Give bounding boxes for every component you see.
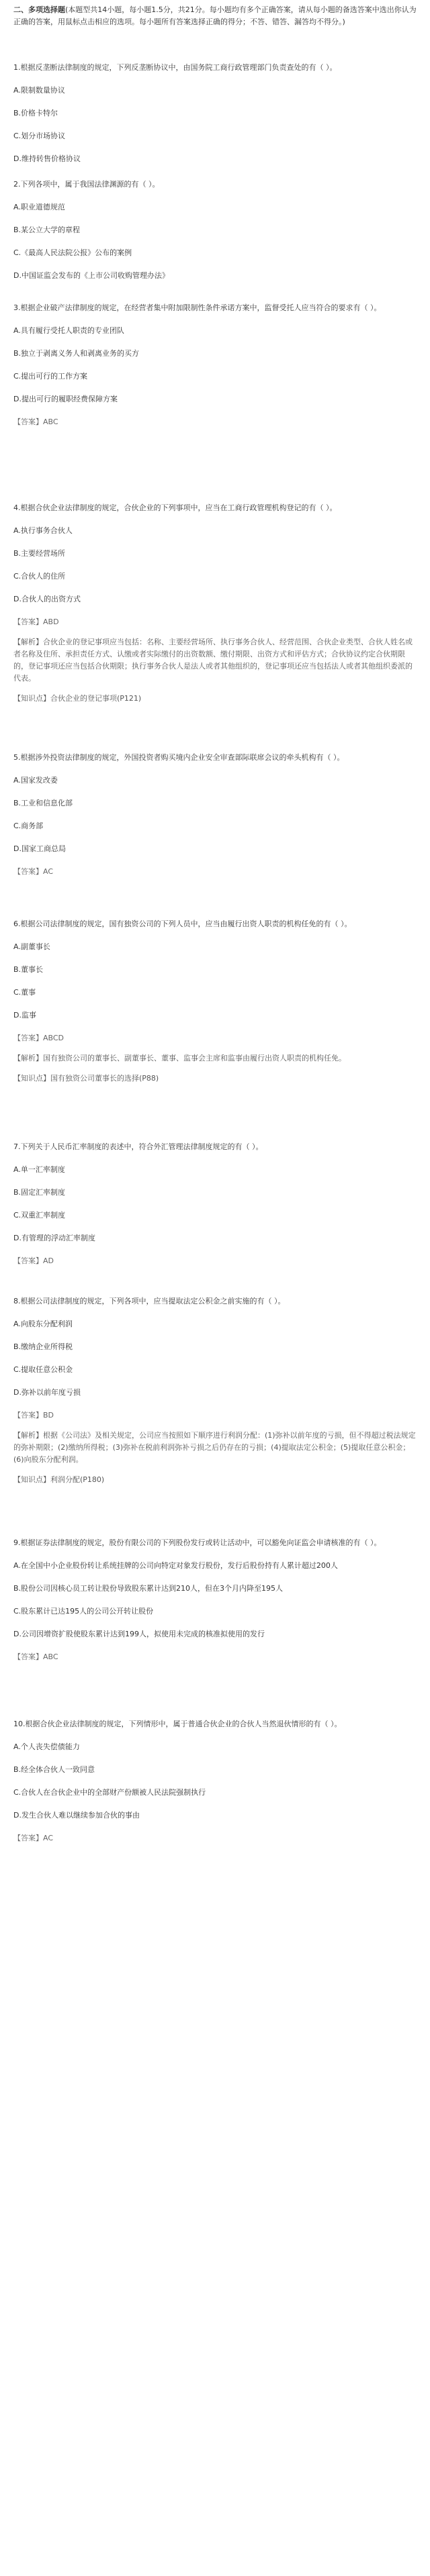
- explanation: 【解析】合伙企业的登记事项应当包括：名称、主要经营场所、执行事务合伙人、经营范围、合伙企业类型、合伙人姓名或者名称及住所、承担责任方式、认缴或者实际缴付的出资数额、缴付期限、出资方式和评估方式；合伙协议约定合伙期限的，登记事项还应当包括合伙期限；执行事务合伙人是法人或者其他组织的，登记事项还应当包括法人或者其他组织委派的代表。: [13, 638, 413, 683]
- option-c[interactable]: C.董事: [13, 988, 36, 997]
- question-10: [13, 1718, 417, 1844]
- option-a[interactable]: A.向股东分配利润: [13, 1320, 73, 1328]
- question-stem: 5.根据涉外投资法律制度的规定，外国投资者购买境内企业安全审查部际联席会议的牵头机构有（ ）。: [13, 753, 345, 762]
- section-label: 二、多项选择题: [13, 5, 65, 14]
- option-d[interactable]: D.公司因增资扩股使股东累计达到199人，拟使用未完成的核准拟使用的发行: [13, 1630, 265, 1638]
- option-d[interactable]: D.中国证监会发布的《上市公司收购管理办法》: [13, 271, 169, 280]
- question-4: [13, 502, 417, 705]
- explanation: 【解析】国有独资公司的董事长、副董事长、董事、监事会主席和监事由履行出资人职责的机构任免。: [13, 1054, 346, 1062]
- option-a[interactable]: A.在全国中小企业股份转让系统挂牌的公司向特定对象发行股份，发行后股份持有人累计超过200人: [13, 1561, 338, 1570]
- question-stem: 10.根据合伙企业法律制度的规定，下列情形中，属于普通合伙企业的合伙人当然退伙情形的有（ ）。: [13, 1720, 342, 1728]
- option-c[interactable]: C.商务部: [13, 822, 44, 830]
- option-b[interactable]: B.价格卡特尔: [13, 109, 58, 117]
- option-c[interactable]: C.《最高人民法院公报》公布的案例: [13, 248, 132, 257]
- question-9: [13, 1537, 417, 1663]
- question-stem: 2.下列各项中，属于我国法律渊源的有（ ）。: [13, 180, 160, 189]
- option-c[interactable]: C.股东累计已达195人的公司公开转让股份: [13, 1607, 154, 1616]
- question-8: [13, 1295, 417, 1486]
- option-b[interactable]: B.固定汇率制度: [13, 1188, 66, 1197]
- option-d[interactable]: D.合伙人的出资方式: [13, 595, 81, 603]
- question-5: [13, 752, 417, 878]
- option-c[interactable]: C.划分市场协议: [13, 132, 66, 140]
- answer-label: 【答案】ABCD: [13, 1034, 64, 1042]
- section-instructions: (本题型共14小题，每小题1.5分，共21分。每小题均有多个正确答案，请从每小题的备选答案中选出你认为正确的答案，用鼠标点击相应的选项。每小题所有答案选择正确的得分；不答、错答、漏答均不得分。): [13, 5, 417, 26]
- option-d[interactable]: D.监事: [13, 1011, 36, 1020]
- knowledge-point: 【知识点】合伙企业的登记事项(P121): [13, 694, 142, 703]
- option-d[interactable]: D.有管理的浮动汇率制度: [13, 1234, 95, 1242]
- knowledge-point: 【知识点】国有独资公司董事长的选择(P88): [13, 1074, 159, 1083]
- answer-label: 【答案】ABC: [13, 1652, 58, 1661]
- answer-label: 【答案】AD: [13, 1256, 54, 1265]
- answer-label: 【答案】ABD: [13, 617, 59, 626]
- option-c[interactable]: C.提出可行的工作方案: [13, 372, 88, 381]
- option-a[interactable]: A.单一汇率制度: [13, 1165, 65, 1174]
- question-6: [13, 918, 417, 1085]
- option-c[interactable]: C.合伙人在合伙企业中的全部财产份额被人民法院强制执行: [13, 1788, 206, 1797]
- option-b[interactable]: B.工业和信息化部: [13, 799, 73, 807]
- question-stem: 1.根据反垄断法律制度的规定，下列反垄断协议中，由国务院工商行政管理部门负责查处的有（ ）。: [13, 63, 337, 72]
- option-b[interactable]: B.某公立大学的章程: [13, 226, 81, 234]
- option-a[interactable]: A.副董事长: [13, 942, 50, 951]
- question-7: [13, 1141, 417, 1267]
- option-d[interactable]: D.维持转售价格协议: [13, 154, 81, 163]
- option-d[interactable]: D.弥补以前年度亏损: [13, 1388, 81, 1397]
- option-b[interactable]: B.缴纳企业所得税: [13, 1342, 73, 1351]
- answer-label: 【答案】BD: [13, 1411, 54, 1420]
- question-3: [13, 302, 417, 428]
- option-a[interactable]: A.国家发改委: [13, 776, 58, 785]
- option-c[interactable]: C.双重汇率制度: [13, 1211, 66, 1220]
- question-stem: 4.根据合伙企业法律制度的规定，合伙企业的下列事项中，应当在工商行政管理机构登记的有（ ）。: [13, 503, 337, 512]
- option-d[interactable]: D.国家工商总局: [13, 844, 66, 853]
- option-a[interactable]: A.个人丧失偿债能力: [13, 1742, 80, 1751]
- question-1: [13, 62, 417, 165]
- question-stem: 9.根据证券法律制度的规定，股份有限公司的下列股份发行或转让活动中，可以豁免向证监会申请核准的有（ ）。: [13, 1538, 382, 1547]
- option-b[interactable]: B.经全体合伙人一致同意: [13, 1765, 95, 1774]
- option-c[interactable]: C.合伙人的住所: [13, 572, 66, 581]
- option-b[interactable]: B.独立于剥离义务人和剥离业务的买方: [13, 349, 140, 358]
- knowledge-point: 【知识点】利润分配(P180): [13, 1475, 105, 1484]
- answer-label: 【答案】ABC: [13, 417, 58, 426]
- option-a[interactable]: A.限制数量协议: [13, 86, 65, 95]
- answer-label: 【答案】AC: [13, 867, 54, 876]
- option-b[interactable]: B.主要经营场所: [13, 549, 66, 558]
- option-a[interactable]: A.职业道德规范: [13, 203, 65, 211]
- section-intro: [13, 4, 417, 28]
- question-stem: 6.根据公司法律制度的规定，国有独资公司的下列人员中，应当由履行出资人职责的机构任免的有（ ）。: [13, 920, 352, 928]
- option-c[interactable]: C.提取任意公积金: [13, 1365, 73, 1374]
- option-d[interactable]: D.发生合伙人难以继续参加合伙的事由: [13, 1811, 140, 1820]
- option-a[interactable]: A.执行事务合伙人: [13, 526, 73, 535]
- answer-label: 【答案】AC: [13, 1834, 54, 1842]
- question-stem: 7.下列关于人民币汇率制度的表述中，符合外汇管理法律制度规定的有（ ）。: [13, 1142, 263, 1151]
- option-b[interactable]: B.股份公司因核心员工转让股份导致股东累计达到210人，但在3个月内降至195人: [13, 1584, 284, 1593]
- option-d[interactable]: D.提出可行的履职经费保障方案: [13, 395, 118, 403]
- explanation: 【解析】根据《公司法》及相关规定，公司应当按照如下顺序进行利润分配：(1)弥补以前年度的亏损，但不得超过税法规定的弥补期限；(2)缴纳所得税；(3)弥补在税前利润弥补亏损之后仍存在的亏损；(4)提取法定公积金；(5)提取任意公积金；(6)向股东分配利润。: [13, 1431, 416, 1464]
- question-stem: 8.根据公司法律制度的规定，下列各项中，应当提取法定公积金之前实施的有（ ）。: [13, 1297, 286, 1305]
- option-a[interactable]: A.具有履行受托人职责的专业团队: [13, 326, 124, 335]
- question-stem: 3.根据企业破产法律制度的规定，在经营者集中附加限制性条件承诺方案中，监督受托人应当符合的要求有（ ）。: [13, 303, 382, 312]
- question-2: [13, 179, 417, 282]
- option-b[interactable]: B.董事长: [13, 965, 44, 974]
